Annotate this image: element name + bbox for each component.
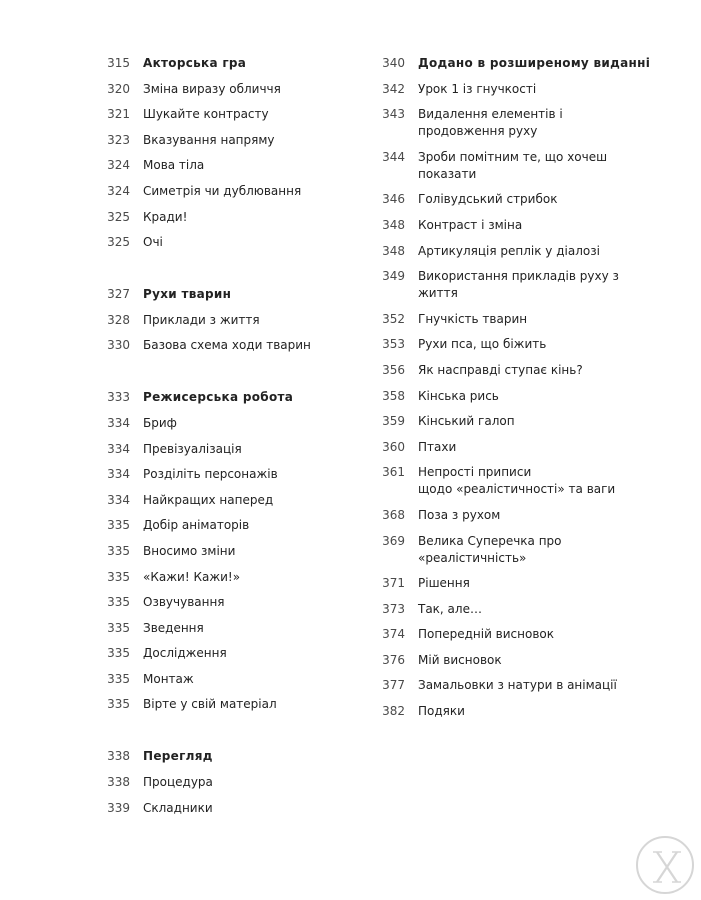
entry-title xyxy=(130,415,373,432)
entry-title xyxy=(130,492,373,509)
entry-title-line: Шукайте контрасту xyxy=(143,107,269,122)
toc-section-heading xyxy=(80,748,373,765)
toc-entry xyxy=(355,106,653,140)
entry-title xyxy=(405,191,653,208)
entry-title xyxy=(130,286,373,303)
page-number: 324 xyxy=(107,183,130,198)
entry-title xyxy=(130,569,373,586)
toc-entry xyxy=(80,517,373,534)
page-number: 358 xyxy=(382,388,405,403)
publisher-watermark-logo xyxy=(636,836,694,894)
toc-entry xyxy=(355,533,653,567)
entry-title-line: Перегляд xyxy=(143,749,213,764)
entry-spacer xyxy=(80,406,373,415)
entry-spacer xyxy=(80,611,373,620)
entry-spacer xyxy=(80,765,373,774)
entry-spacer xyxy=(80,534,373,543)
entry-title-line: Попередній висновок xyxy=(418,627,555,642)
toc-right-column xyxy=(355,55,653,720)
entry-spacer xyxy=(80,509,373,518)
toc-entry xyxy=(80,157,373,174)
toc-entry xyxy=(80,132,373,149)
page-number: 359 xyxy=(382,414,405,429)
entry-title-line: Найкращих наперед xyxy=(143,492,274,507)
entry-title-line: Акторська гра xyxy=(143,56,247,70)
toc-entry xyxy=(80,441,373,458)
toc-section-heading xyxy=(80,389,373,406)
entry-spacer xyxy=(355,72,653,81)
page-number: 327 xyxy=(107,287,130,302)
entry-title-line: Режисерська робота xyxy=(143,390,294,405)
page-number: 321 xyxy=(107,107,130,122)
entry-title xyxy=(130,132,373,149)
toc-section-heading xyxy=(80,55,373,72)
toc-entry xyxy=(355,413,653,430)
toc-entry xyxy=(80,594,373,611)
entry-spacer xyxy=(80,713,373,748)
entry-title xyxy=(130,312,373,329)
toc-entry xyxy=(80,569,373,586)
entry-title-line: Приклади з життя xyxy=(143,312,260,327)
entry-title xyxy=(130,157,373,174)
entry-title-line: Поза з рухом xyxy=(418,507,501,522)
page-number: 335 xyxy=(107,697,130,712)
page-number: 334 xyxy=(107,415,130,430)
page-number: 315 xyxy=(107,56,130,70)
entry-spacer xyxy=(80,98,373,107)
entry-title-line: Використання прикладів руху з життя xyxy=(418,269,619,301)
entry-title-line: Вірте у свій матеріал xyxy=(143,697,277,712)
page-number: 328 xyxy=(107,312,130,327)
entry-title-line: Мова тіла xyxy=(143,158,205,173)
page-number: 374 xyxy=(382,627,405,642)
page-number: 360 xyxy=(382,439,405,454)
toc-entry xyxy=(355,243,653,260)
entry-spacer xyxy=(80,354,373,389)
page-number: 334 xyxy=(107,467,130,482)
page-number: 335 xyxy=(107,569,130,584)
page-number: 348 xyxy=(382,217,405,232)
entry-title-line: Кінська рись xyxy=(418,388,499,403)
page-number: 338 xyxy=(107,775,130,790)
entry-title-line: Очі xyxy=(143,235,163,250)
entry-title-line: Зроби помітним те, що хочеш показати xyxy=(418,149,608,181)
page-number: 335 xyxy=(107,595,130,610)
entry-spacer xyxy=(80,483,373,492)
page-number: 324 xyxy=(107,158,130,173)
entry-title xyxy=(130,55,373,72)
entry-title xyxy=(130,774,373,791)
toc-entry xyxy=(355,268,653,302)
entry-spacer xyxy=(355,430,653,439)
page-number: 333 xyxy=(107,390,130,405)
entry-title-line: Зведення xyxy=(143,620,204,635)
entry-title xyxy=(405,362,653,379)
entry-spacer xyxy=(355,498,653,507)
toc-entry xyxy=(80,620,373,637)
entry-title xyxy=(130,389,373,406)
entry-title-line: щодо «реалістичності» та ваги xyxy=(418,482,616,497)
entry-spacer xyxy=(355,140,653,149)
entry-title-line: Голівудський стрибок xyxy=(418,192,558,207)
toc-entry xyxy=(80,337,373,354)
page-number: 335 xyxy=(107,620,130,635)
entry-title-line: Додано в розширеному виданні xyxy=(418,56,651,70)
page-number: 342 xyxy=(382,81,405,96)
entry-title xyxy=(130,748,373,765)
page-number: 382 xyxy=(382,704,405,719)
page-number: 338 xyxy=(107,749,130,764)
toc-entry xyxy=(355,601,653,618)
entry-spacer xyxy=(80,251,373,286)
toc-entry xyxy=(355,507,653,524)
entry-spacer xyxy=(80,458,373,467)
entry-spacer xyxy=(355,405,653,414)
entry-spacer xyxy=(80,200,373,209)
entry-title xyxy=(405,626,653,643)
entry-spacer xyxy=(80,586,373,595)
toc-entry xyxy=(355,336,653,353)
toc-entry xyxy=(80,645,373,662)
entry-title xyxy=(130,81,373,98)
entry-title xyxy=(405,533,653,567)
toc-entry xyxy=(80,312,373,329)
entry-title-line: Подяки xyxy=(418,704,465,719)
entry-title-line: Рішення xyxy=(418,576,470,591)
page-number: 356 xyxy=(382,362,405,377)
entry-title-line: Дослідження xyxy=(143,646,227,661)
entry-title-line: Озвучування xyxy=(143,595,225,610)
toc-entry xyxy=(80,209,373,226)
entry-title xyxy=(405,149,653,183)
toc-entry xyxy=(80,492,373,509)
toc-section-heading xyxy=(80,286,373,303)
toc-entry xyxy=(80,466,373,483)
entry-title-line: Замальовки з натури в анімації xyxy=(418,678,617,693)
entry-title-line: Птахи xyxy=(418,439,457,454)
toc-entry xyxy=(80,234,373,251)
entry-title xyxy=(130,671,373,688)
entry-title xyxy=(130,696,373,713)
toc-entry xyxy=(80,81,373,98)
entry-spacer xyxy=(355,694,653,703)
entry-spacer xyxy=(80,637,373,646)
entry-title-line: Видалення елементів і продовження руху xyxy=(418,107,563,139)
toc-entry xyxy=(355,217,653,234)
page-number: 325 xyxy=(107,235,130,250)
entry-title xyxy=(405,106,653,140)
entry-spacer xyxy=(80,560,373,569)
entry-title xyxy=(405,243,653,260)
entry-title-line: Процедура xyxy=(143,775,213,790)
page-number: 325 xyxy=(107,209,130,224)
entry-title-line: Складники xyxy=(143,800,213,815)
entry-title-line: Артикуляція реплік у діалозі xyxy=(418,243,600,258)
entry-title xyxy=(405,703,653,720)
page-number: 323 xyxy=(107,132,130,147)
entry-title xyxy=(130,543,373,560)
entry-title-line: Урок 1 із гнучкості xyxy=(418,81,537,96)
page-number: 373 xyxy=(382,601,405,616)
toc-entry xyxy=(355,464,653,498)
page-number: 344 xyxy=(382,149,405,164)
entry-title xyxy=(130,594,373,611)
entry-spacer xyxy=(355,302,653,311)
entry-title xyxy=(405,677,653,694)
entry-title xyxy=(130,620,373,637)
toc-entry xyxy=(355,575,653,592)
entry-title xyxy=(405,81,653,98)
toc-entry xyxy=(80,774,373,791)
entry-title-line: Розділіть персонажів xyxy=(143,467,278,482)
page-number: 334 xyxy=(107,441,130,456)
entry-title xyxy=(405,464,653,498)
entry-title-line: Гнучкість тварин xyxy=(418,311,528,326)
entry-spacer xyxy=(355,234,653,243)
entry-title xyxy=(130,800,373,817)
entry-title-line: Симетрія чи дублювання xyxy=(143,183,302,198)
entry-title xyxy=(130,441,373,458)
entry-title xyxy=(130,466,373,483)
entry-title-line: Кінський галоп xyxy=(418,414,515,429)
entry-title xyxy=(130,183,373,200)
toc-entry xyxy=(355,311,653,328)
page-number: 335 xyxy=(107,646,130,661)
entry-spacer xyxy=(355,260,653,269)
entry-spacer xyxy=(355,592,653,601)
entry-title-line: Превізуалізація xyxy=(143,441,242,456)
entry-title xyxy=(405,652,653,669)
toc-entry xyxy=(355,388,653,405)
entry-spacer xyxy=(355,98,653,107)
entry-spacer xyxy=(80,149,373,158)
entry-spacer xyxy=(355,328,653,337)
entry-title xyxy=(405,336,653,353)
toc-entry xyxy=(80,106,373,123)
entry-title-line: Так, але… xyxy=(418,601,482,616)
page-number: 368 xyxy=(382,507,405,522)
toc-entry xyxy=(355,652,653,669)
entry-title-line: Монтаж xyxy=(143,671,194,686)
entry-title xyxy=(405,388,653,405)
entry-title xyxy=(130,106,373,123)
entry-title-line: Кради! xyxy=(143,209,188,224)
entry-spacer xyxy=(80,303,373,312)
toc-entry xyxy=(355,677,653,694)
toc-entry xyxy=(80,671,373,688)
page-number: 353 xyxy=(382,337,405,352)
page-number: 377 xyxy=(382,678,405,693)
entry-spacer xyxy=(355,567,653,576)
page-number: 371 xyxy=(382,576,405,591)
entry-title xyxy=(405,575,653,592)
entry-title xyxy=(130,645,373,662)
toc-entry xyxy=(355,149,653,183)
entry-title-line: Вносимо зміни xyxy=(143,543,236,558)
page-number: 320 xyxy=(107,81,130,96)
entry-spacer xyxy=(80,662,373,671)
entry-spacer xyxy=(80,688,373,697)
entry-spacer xyxy=(80,432,373,441)
entry-title xyxy=(405,311,653,328)
entry-spacer xyxy=(80,329,373,338)
entry-spacer xyxy=(80,123,373,132)
entry-title xyxy=(405,413,653,430)
page-number: 340 xyxy=(382,56,405,70)
entry-spacer xyxy=(355,618,653,627)
entry-title-line: «Кажи! Кажи!» xyxy=(143,569,241,584)
entry-title xyxy=(405,268,653,302)
entry-title-line: Як насправді ступає кінь? xyxy=(418,362,583,377)
toc-entry xyxy=(355,191,653,208)
entry-spacer xyxy=(80,72,373,81)
entry-title-line: Бриф xyxy=(143,415,177,430)
toc-entry xyxy=(355,81,653,98)
page-number: 334 xyxy=(107,492,130,507)
entry-spacer xyxy=(80,226,373,235)
toc-entry xyxy=(80,543,373,560)
entry-title-line: Мій висновок xyxy=(418,652,502,667)
entry-title xyxy=(405,217,653,234)
page-number: 349 xyxy=(382,269,405,284)
entry-spacer xyxy=(355,524,653,533)
entry-title xyxy=(130,517,373,534)
page-number: 339 xyxy=(107,800,130,815)
toc-entry xyxy=(80,696,373,713)
page-number: 335 xyxy=(107,543,130,558)
page-number: 343 xyxy=(382,107,405,122)
entry-title-line: Непрості приписи xyxy=(418,465,532,480)
page-number: 346 xyxy=(382,192,405,207)
page-number: 348 xyxy=(382,243,405,258)
entry-spacer xyxy=(355,456,653,465)
toc-entry xyxy=(80,415,373,432)
entry-spacer xyxy=(355,183,653,192)
entry-spacer xyxy=(80,174,373,183)
toc-entry xyxy=(355,703,653,720)
entry-title-line: Добір аніматорів xyxy=(143,518,250,533)
entry-title-line: Рухи тварин xyxy=(143,287,232,302)
toc-entry xyxy=(355,362,653,379)
entry-title xyxy=(130,209,373,226)
entry-title xyxy=(405,439,653,456)
page-number: 335 xyxy=(107,671,130,686)
entry-title xyxy=(405,55,653,72)
entry-title xyxy=(130,337,373,354)
entry-spacer xyxy=(355,669,653,678)
toc-entry xyxy=(80,800,373,817)
toc-entry xyxy=(80,183,373,200)
entry-title xyxy=(405,507,653,524)
page-number: 369 xyxy=(382,533,405,548)
entry-title-line: Рухи пса, що біжить xyxy=(418,337,547,352)
entry-title-line: Велика Суперечка про «реалістичність» xyxy=(418,533,562,565)
page-number: 361 xyxy=(382,465,405,480)
entry-spacer xyxy=(80,791,373,800)
page-number: 335 xyxy=(107,518,130,533)
entry-title-line: Зміна виразу обличчя xyxy=(143,81,281,96)
entry-title-line: Вказування напряму xyxy=(143,132,275,147)
toc-left-column xyxy=(80,55,373,817)
entry-title xyxy=(130,234,373,251)
page-number: 352 xyxy=(382,311,405,326)
toc-entry xyxy=(355,626,653,643)
page-number: 376 xyxy=(382,652,405,667)
toc-entry xyxy=(355,439,653,456)
entry-title xyxy=(405,601,653,618)
entry-spacer xyxy=(355,353,653,362)
entry-title-line: Базова схема ходи тварин xyxy=(143,338,311,353)
entry-title-line: Контраст і зміна xyxy=(418,217,523,232)
page-number: 330 xyxy=(107,338,130,353)
toc-section-heading xyxy=(355,55,653,72)
entry-spacer xyxy=(355,643,653,652)
entry-spacer xyxy=(355,379,653,388)
entry-spacer xyxy=(355,208,653,217)
